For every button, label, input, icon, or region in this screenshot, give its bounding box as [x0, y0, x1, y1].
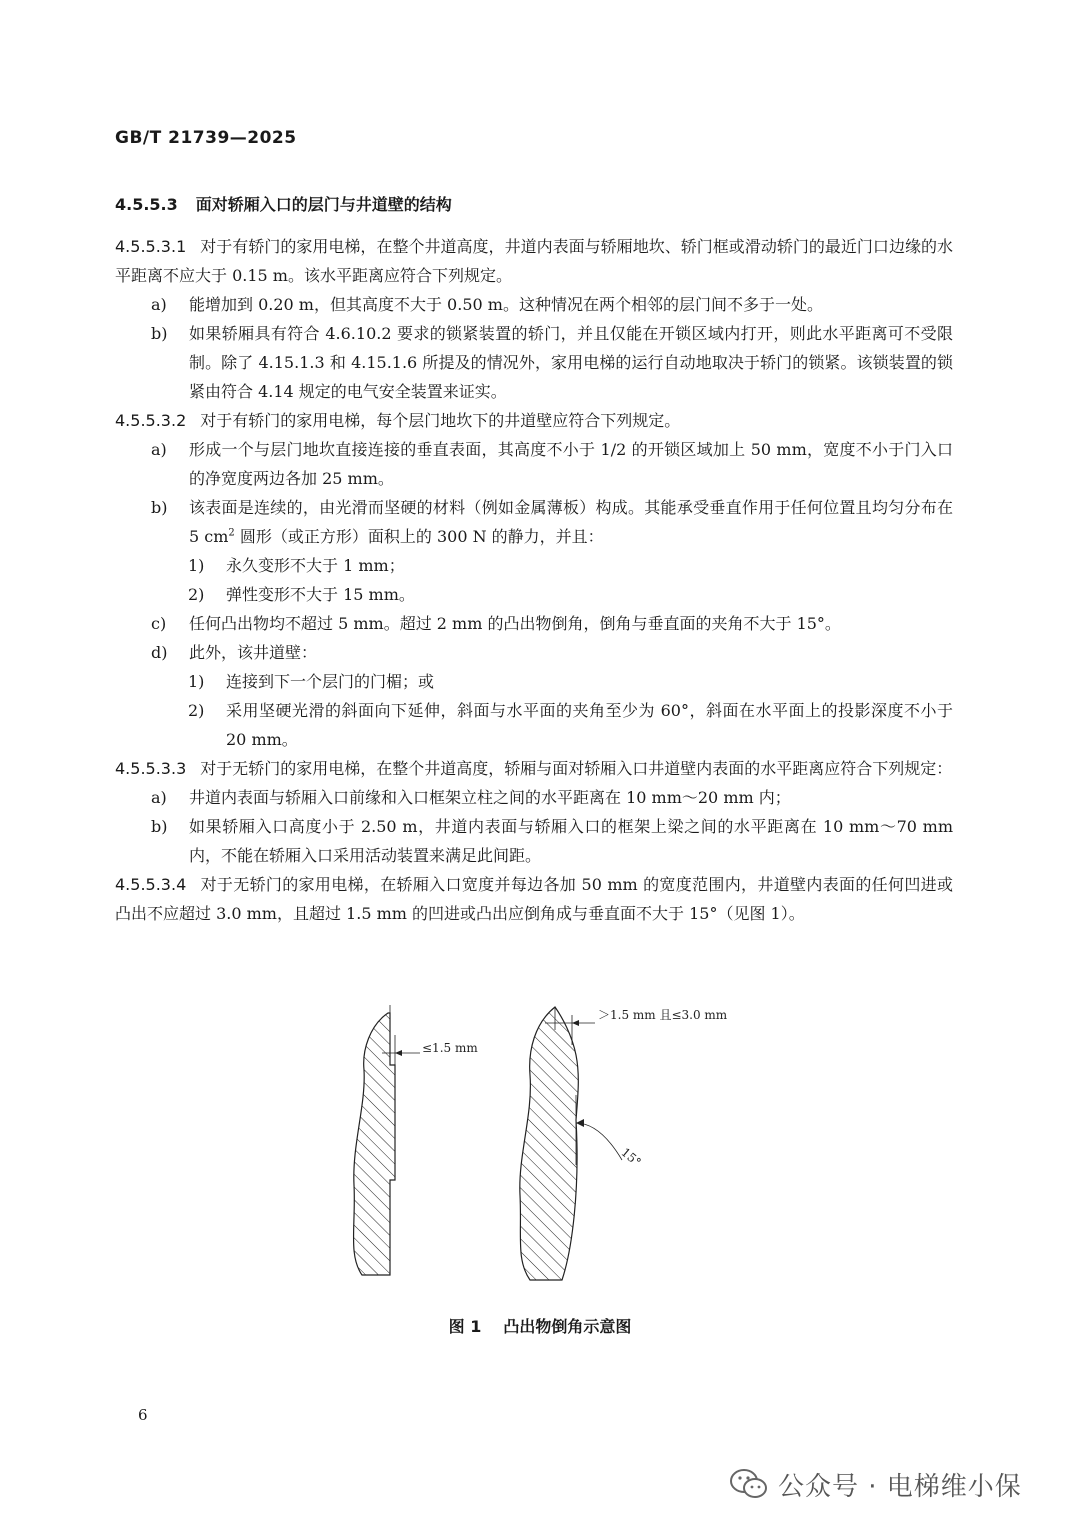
item-mark: 2) — [188, 701, 205, 720]
watermark — [730, 1464, 1022, 1504]
item-mark: 1) — [188, 556, 205, 575]
list-item — [115, 609, 953, 638]
clause-number: 4.5.5.3.2 — [115, 411, 187, 430]
item-mark: 2) — [188, 585, 205, 604]
document-body — [115, 190, 953, 928]
clause-number: 4.5.5.3.1 — [115, 237, 187, 256]
item-mark: a) — [151, 295, 167, 314]
clause-4-5-5-3-3 — [115, 754, 953, 783]
figure-number: 图 1 — [448, 1317, 482, 1336]
figure-1 — [340, 995, 760, 1295]
item-text: 任何凸出物均不超过 5 mm。超过 2 mm 的凸出物倒角，倒角与垂直面的夹角不大于 15°。 — [189, 614, 841, 633]
clause-text: 对于有轿门的家用电梯，在整个井道高度，井道内表面与轿厢地坎、轿门框或滑动轿门的最近门口边缘的水平距离不应大于 0.15 m。该水平距离应符合下列规定。 — [115, 237, 953, 285]
watermark-text: 公众号 · 电梯维小保 — [778, 1471, 1022, 1502]
item-mark: c) — [151, 614, 167, 633]
clause-4-5-5-3-4 — [115, 870, 953, 928]
item-mark: a) — [151, 788, 167, 807]
section-number: 4.5.5.3 — [115, 195, 178, 214]
item-text: 弹性变形不大于 15 mm。 — [226, 585, 415, 604]
figure-caption — [0, 1314, 1080, 1337]
angle-label: 15° — [618, 1145, 644, 1170]
item-text-part: 圆形（或正方形）面积上的 300 N 的静力，并且： — [234, 527, 604, 546]
superscript: 2 — [228, 527, 235, 539]
sub-list-item — [115, 580, 953, 609]
list-item — [115, 638, 953, 667]
left-wall-section — [354, 1013, 396, 1275]
item-text: 连接到下一个层门的门楣；或 — [226, 672, 435, 691]
left-arrow-head — [395, 1050, 402, 1056]
right-wall-section — [520, 1007, 578, 1280]
angle-arc — [576, 1123, 622, 1160]
item-text: 如果轿厢具有符合 4.6.10.2 要求的锁紧装置的轿门，并且仅能在开锁区域内打开，则此水平距离可不受限制。除了 4.15.1.3 和 4.15.1.6 所提及的情况外，家用电梯的运行自动地取决于轿门的锁紧。该锁装置的锁紧由符合 4.14 规定的电气安全装置来证实。 — [189, 324, 953, 401]
chamfer-diagram — [340, 995, 760, 1295]
clause-4-5-5-3-2 — [115, 406, 953, 435]
list-item — [115, 435, 953, 493]
sub-list-item — [115, 551, 953, 580]
item-text: 此外，该井道壁： — [189, 643, 318, 662]
clause-number: 4.5.5.3.3 — [115, 759, 187, 778]
item-mark: b) — [151, 498, 168, 517]
list-item — [115, 319, 953, 406]
list-item — [115, 493, 953, 551]
right-dimension-label: ＞1.5 mm 且≤3.0 mm — [598, 1008, 728, 1022]
item-text: 如果轿厢入口高度小于 2.50 m，井道内表面与轿厢入口的框架上梁之间的水平距离在 10 mm～70 mm 内，不能在轿厢入口采用活动装置来满足此间距。 — [189, 817, 953, 865]
item-text: 永久变形不大于 1 mm； — [226, 556, 405, 575]
angle-arrow-head — [576, 1119, 584, 1127]
item-mark: 1) — [188, 672, 205, 691]
item-mark: b) — [151, 324, 168, 343]
list-item — [115, 290, 953, 319]
page-number: 6 — [138, 1406, 148, 1424]
wechat-icon — [730, 1468, 768, 1500]
item-text-part: 该表面是连续的，由光滑而坚硬的材料（例如金属薄板）构成。其能承受垂直作用于任何位置且均匀分布在 5 cm — [189, 498, 953, 546]
item-text: 井道内表面与轿厢入口前缘和入口框架立柱之间的水平距离在 10 mm～20 mm 内； — [189, 788, 791, 807]
left-dimension-label: ≤1.5 mm — [422, 1041, 478, 1055]
section-title: 面对轿厢入口的层门与井道壁的结构 — [195, 195, 452, 214]
clause-text: 对于无轿门的家用电梯，在整个井道高度，轿厢与面对轿厢入口井道壁内表面的水平距离应符合下列规定： — [200, 759, 953, 778]
item-mark: b) — [151, 817, 168, 836]
sub-list-item — [115, 667, 953, 696]
item-mark: a) — [151, 440, 167, 459]
item-text: 能增加到 0.20 m，但其高度不大于 0.50 m。这种情况在两个相邻的层门间不多于一处。 — [189, 295, 823, 314]
standard-code: GB/T 21739—2025 — [115, 128, 297, 148]
item-text: 采用坚硬光滑的斜面向下延伸，斜面与水平面的夹角至少为 60°，斜面在水平面上的投影深度不小于 20 mm。 — [226, 701, 953, 749]
figure-title: 凸出物倒角示意图 — [503, 1317, 632, 1336]
right-arrow-head — [572, 1020, 579, 1026]
item-mark: d) — [151, 643, 168, 662]
clause-text: 对于无轿门的家用电梯，在轿厢入口宽度并每边各加 50 mm 的宽度范围内，井道壁内表面的任何凹进或凸出不应超过 3.0 mm，且超过 1.5 mm 的凹进或凸出应倒角成与垂直面不大于 15°（见图 1）。 — [115, 875, 953, 923]
list-item — [115, 783, 953, 812]
clause-4-5-5-3-1 — [115, 232, 953, 290]
list-item — [115, 812, 953, 870]
clause-text: 对于有轿门的家用电梯，每个层门地坎下的井道壁应符合下列规定。 — [200, 411, 681, 430]
section-heading — [115, 190, 953, 219]
clause-number: 4.5.5.3.4 — [115, 875, 187, 894]
item-text — [189, 493, 953, 551]
sub-list-item — [115, 696, 953, 754]
item-text: 形成一个与层门地坎直接连接的垂直表面，其高度不小于 1/2 的开锁区域加上 50 mm，宽度不小于门入口的净宽度两边各加 25 mm。 — [189, 440, 953, 488]
